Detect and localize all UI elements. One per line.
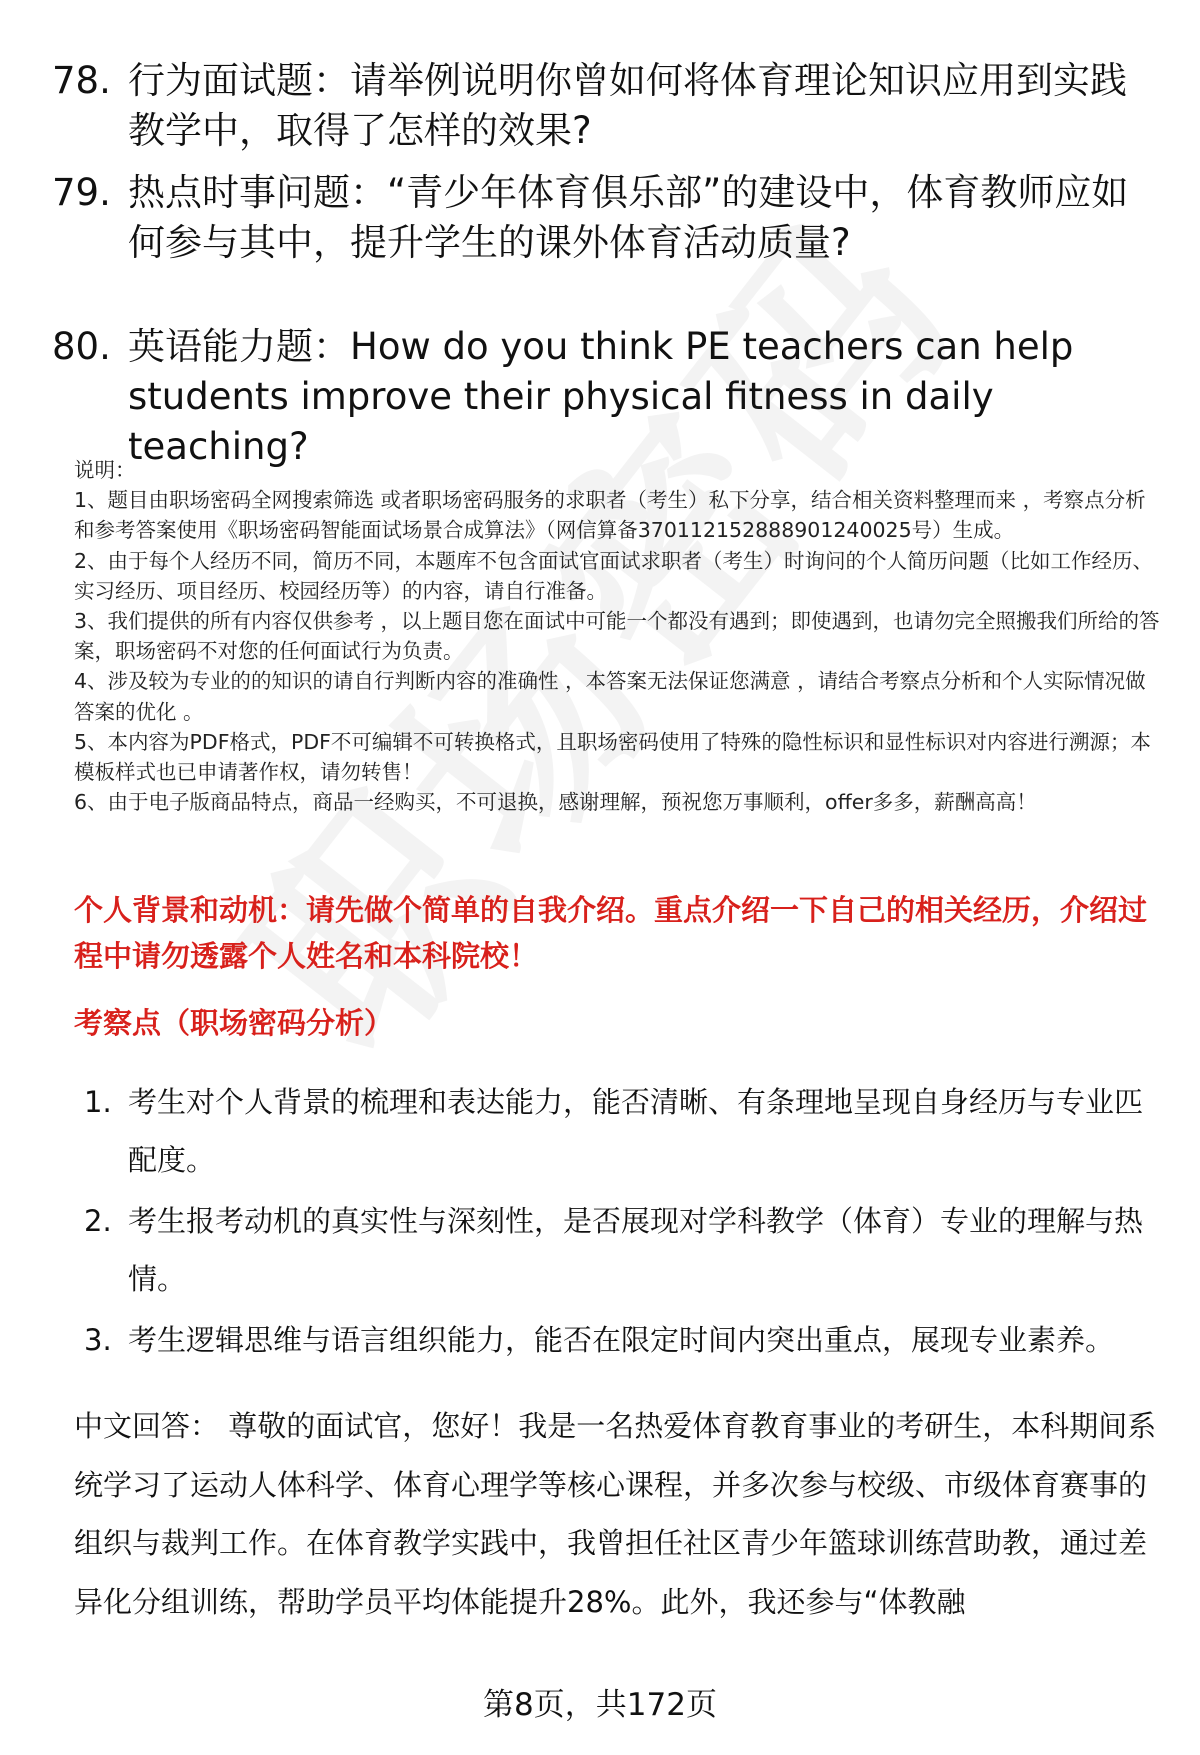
list-item	[84, 1311, 1164, 1369]
question-number: 78.	[52, 59, 111, 102]
note-item: 4、涉及较为专业的的知识的请自行判断内容的准确性 ，本答案无法保证您满意 ，请结合考察点分析和个人实际情况做答案的优化 。	[74, 669, 1146, 724]
notes-title: 说明：	[74, 458, 136, 482]
question-text: 热点时事问题：“青少年体育俱乐部”的建设中，体育教师应如何参与其中，提升学生的课外体育活动质量?	[128, 171, 1129, 264]
note-item: 1、题目由职场密码全网搜索筛选 或者职场密码服务的求职者（考生）私下分享，结合相关资料整理而来 ，考察点分析和参考答案使用《职场密码智能面试场景合成算法》（网信算备370112152888901240025号）生成。	[74, 488, 1146, 543]
note-item: 2、由于每个人经历不同，简历不同，本题库不包含面试官面试求职者（考生）时询问的个人简历问题（比如工作经历、实习经历、项目经历、校园经历等）的内容，请自行准备。	[74, 548, 1154, 603]
question-number: 80.	[52, 325, 111, 368]
point-text: 考生对个人背景的梳理和表达能力，能否清晰、有条理地呈现自身经历与专业匹配度。	[128, 1085, 1144, 1177]
answer-paragraph: 中文回答： 尊敬的面试官，您好！我是一名热爱体育教育事业的考研生，本科期间系统学习了运动人体科学、体育心理学等核心课程，并多次参与校级、市级体育赛事的组织与裁判工作。在体育教学实践中，我曾担任社区青少年篮球训练营助教，通过差异化分组训练，帮助学员平均体能提升28%。此外，我还参与“体教融	[74, 1409, 1157, 1619]
point-number: 1.	[84, 1085, 112, 1119]
question-text: 英语能力题：How do you think PE teachers can help students improve their physical fitness in daily teaching?	[128, 325, 1074, 468]
point-number: 3.	[84, 1323, 112, 1357]
point-number: 2.	[84, 1204, 112, 1238]
note-item: 6、由于电子版商品特点，商品一经购买，不可退换，感谢理解，预祝您万事顺利，offer多多，薪酬高高！	[74, 790, 1037, 815]
intro-question-heading: 个人背景和动机：请先做个简单的自我介绍。重点介绍一下自己的相关经历，介绍过程中请勿透露个人姓名和本科院校！	[74, 893, 1148, 973]
question-78	[52, 56, 1162, 156]
note-item: 3、我们提供的所有内容仅供参考 ，以上题目您在面试中可能一个都没有遇到；即使遇到，也请勿完全照搬我们所给的答案，职场密码不对您的任何面试行为负责。	[74, 609, 1160, 664]
question-number: 79.	[52, 171, 111, 214]
page-footer: 第8页，共172页	[483, 1687, 717, 1723]
question-79	[52, 168, 1162, 268]
point-text: 考生逻辑思维与语言组织能力，能否在限定时间内突出重点，展现专业素养。	[128, 1323, 1115, 1357]
question-80	[52, 322, 1162, 472]
list-item	[84, 1192, 1164, 1308]
analysis-points-list	[84, 1073, 1164, 1372]
note-item: 5、本内容为PDF格式，PDF不可编辑不可转换格式，且职场密码使用了特殊的隐性标识和显性标识对内容进行溯源；本模板样式也已申请著作权，请勿转售！	[74, 729, 1151, 785]
point-text: 考生报考动机的真实性与深刻性，是否展现对学科教学（体育）专业的理解与热情。	[128, 1204, 1144, 1296]
notes-section	[74, 455, 1164, 817]
question-text: 行为面试题：请举例说明你曾如何将体育理论知识应用到实践教学中，取得了怎样的效果?	[128, 59, 1127, 152]
kaochadian-heading: 考察点（职场密码分析）	[74, 1006, 394, 1040]
list-item	[84, 1073, 1164, 1189]
